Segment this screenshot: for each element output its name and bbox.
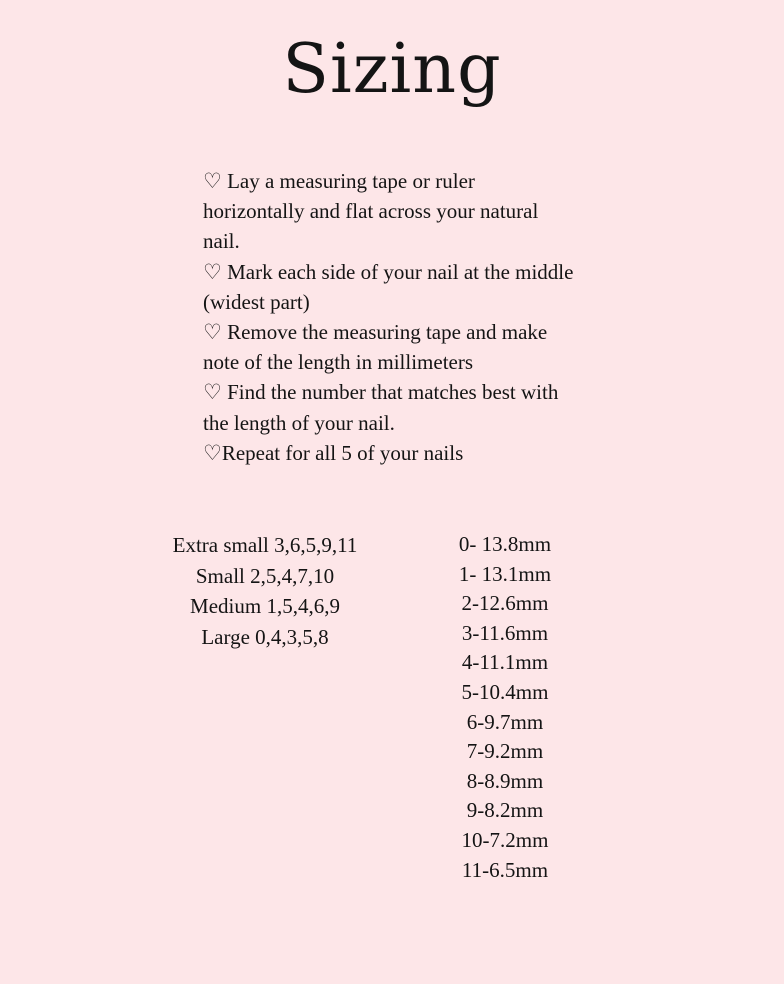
size-set-large: Large 0,4,3,5,8 xyxy=(201,624,329,649)
instruction-text: Repeat for all 5 of your nails xyxy=(221,440,464,465)
heart-outline-icon: ♡ xyxy=(203,169,222,193)
instruction-item xyxy=(203,317,575,377)
nail-width-row: 3-11.6mm xyxy=(461,620,549,645)
nail-width-list xyxy=(420,530,590,885)
instruction-text: Remove the measuring tape and make note of the length in millimeters xyxy=(203,320,548,375)
instruction-item xyxy=(203,438,575,468)
heart-outline-icon: ♡ xyxy=(203,440,222,465)
size-set-small: Small 2,5,4,7,10 xyxy=(195,563,335,588)
nail-width-row: 9-8.2mm xyxy=(466,798,544,823)
size-sets-list xyxy=(140,530,390,652)
nail-width-row: 5-10.4mm xyxy=(461,679,549,704)
heart-outline-icon: ♡ xyxy=(203,259,222,284)
nail-width-row: 10-7.2mm xyxy=(461,827,549,852)
instruction-text: Mark each side of your nail at the middle (widest part) xyxy=(203,259,574,314)
nail-width-row: 7-9.2mm xyxy=(466,739,544,764)
heart-outline-icon: ♡ xyxy=(203,380,222,405)
nail-width-row: 0- 13.8mm xyxy=(458,532,552,556)
page-title: Sizing xyxy=(282,30,502,109)
nail-width-row: 1- 13.1mm xyxy=(458,561,552,586)
nail-width-row: 11-6.5mm xyxy=(461,857,549,882)
size-set-medium: Medium 1,5,4,6,9 xyxy=(190,594,340,619)
nail-width-row: 8-8.9mm xyxy=(466,768,544,793)
heart-outline-icon: ♡ xyxy=(203,320,222,345)
size-set-extra-small: Extra small 3,6,5,9,11 xyxy=(172,533,358,557)
instruction-item xyxy=(203,166,575,257)
nail-width-row: 6-9.7mm xyxy=(466,709,544,734)
instruction-text: Find the number that matches best with the length of your nail. xyxy=(203,380,559,435)
instructions-list xyxy=(203,166,575,468)
instruction-text: Lay a measuring tape or ruler horizontally and flat across your natural nail. xyxy=(203,169,539,254)
nail-width-row: 2-12.6mm xyxy=(461,591,549,616)
instruction-item xyxy=(203,377,575,437)
nail-width-row: 4-11.1mm xyxy=(461,650,549,675)
instruction-item xyxy=(203,257,575,317)
